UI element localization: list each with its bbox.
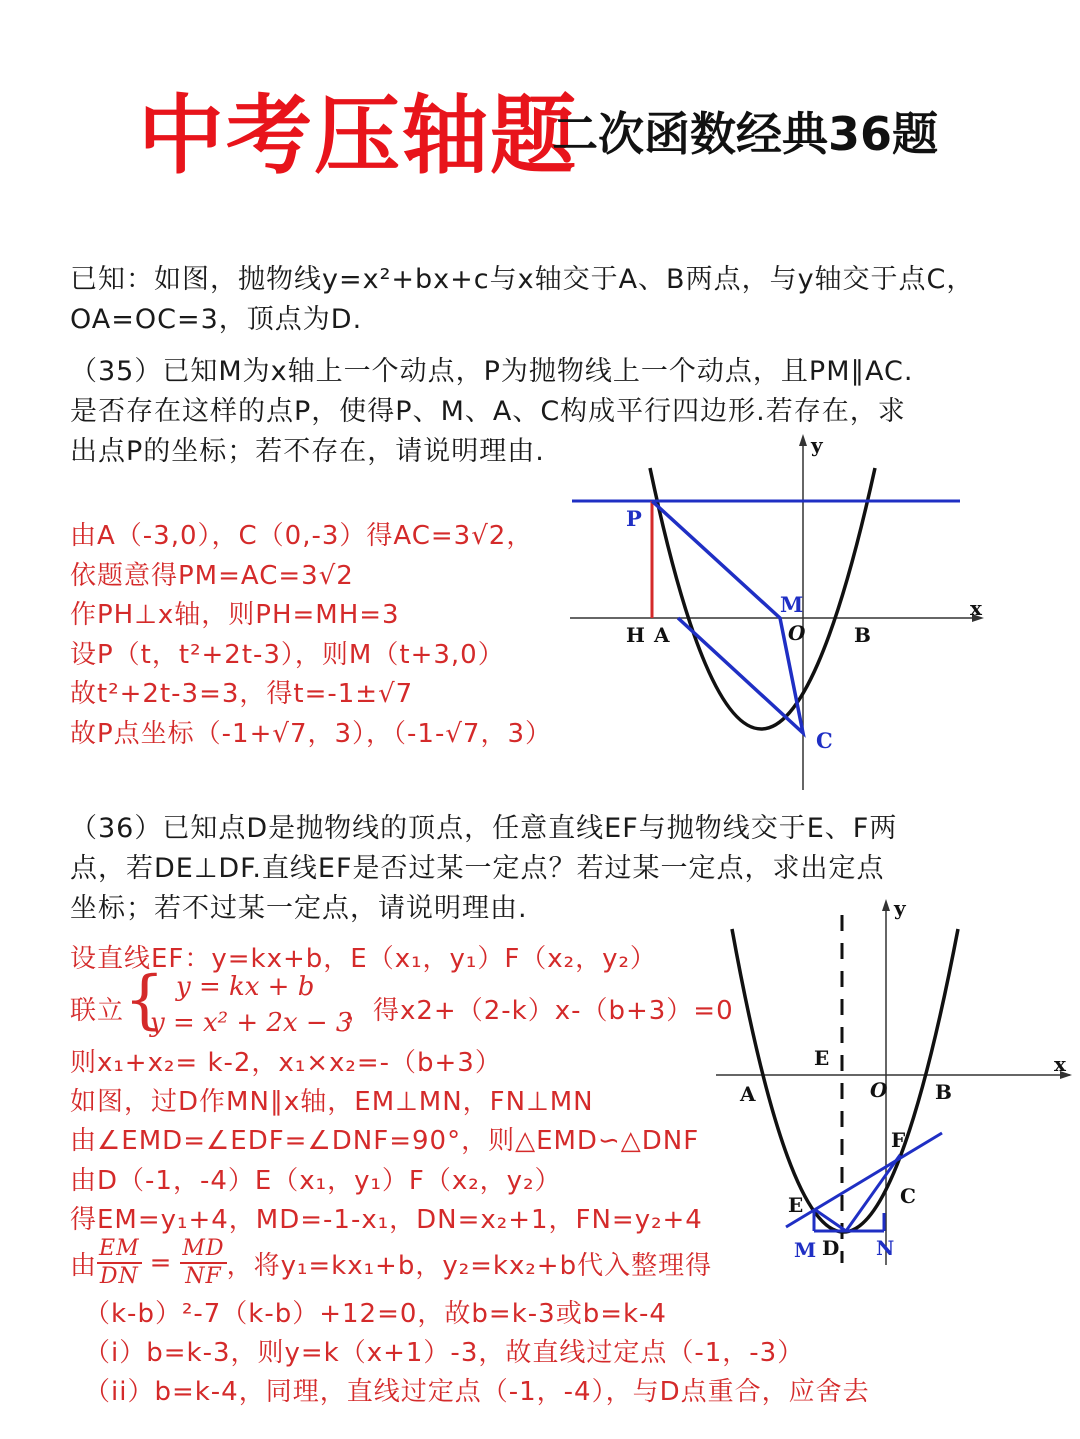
q36-label-N: N — [876, 1236, 895, 1260]
intro-line-2: OA=OC=3，顶点为D. — [70, 304, 363, 335]
q35-parabola — [650, 468, 875, 729]
q36-solution-line-1: 设直线EF：y=kx+b，E（x₁，y₁）F（x₂，y₂） — [70, 944, 657, 974]
intro-line-1: 已知：如图，抛物线y=x²+bx+c与x轴交于A、B两点，与y轴交于点C， — [70, 264, 975, 295]
q36-question-line-3: 坐标；若不过某一定点，请说明理由. — [70, 893, 528, 924]
q36-solution-line-3: 则x₁+x₂= k-2，x₁×x₂=-（b+3） — [70, 1048, 502, 1078]
title-main: 中考压轴题 — [138, 86, 578, 186]
q36-system-label: 联立 — [70, 996, 125, 1026]
q36-solution-line-4: 如图，过D作MN∥x轴，EM⊥MN，FN⊥MN — [70, 1087, 594, 1117]
q36-label-E: E — [788, 1193, 804, 1217]
q36-y-axis-arrow — [882, 899, 890, 911]
q36-figure — [710, 895, 1075, 1270]
q36-frac-suffix: ，将y₁=kx₁+b，y₂=kx₂+b代入整理得 — [226, 1250, 713, 1281]
q35-question-line-3: 出点P的坐标；若不存在，请说明理由. — [70, 436, 545, 467]
q35-solution-line-4: 设P（t，t²+2t-3），则M（t+3,0） — [70, 640, 505, 670]
q36-frac-prefix: 由 — [70, 1250, 98, 1281]
q36-label-C: C — [900, 1184, 916, 1208]
q36-label-D: D — [822, 1236, 840, 1260]
q35-label-B: B — [854, 623, 871, 647]
q35-y-axis-arrow — [799, 434, 807, 446]
q35-label-H: H — [626, 623, 645, 647]
q36-line-EF — [786, 1133, 942, 1227]
q36-label-B: B — [935, 1080, 952, 1104]
q35-label-A: A — [654, 623, 670, 647]
q35-label-O: O — [788, 621, 806, 645]
q36-label-F: F — [891, 1128, 906, 1152]
q36-label-A: A — [740, 1082, 756, 1106]
q36-label-E-axis: E — [814, 1046, 830, 1070]
q35-solution-line-6: 故P点坐标（-1+√7，3），（-1-√7，3） — [70, 719, 552, 749]
q35-label-y: y — [811, 433, 823, 457]
q36-segment-DF — [846, 1155, 900, 1231]
q36-solution-line-11: （ii）b=k-4，同理，直线过定点（-1，-4），与D点重合，应舍去 — [84, 1377, 870, 1407]
q35-figure — [560, 430, 980, 800]
q36-frac-2-den: NF — [185, 1264, 222, 1289]
q36-question-line-2: 点，若DE⊥DF.直线EF是否过某一定点？若过某一定点，求出定点 — [70, 853, 885, 884]
q35-solution-line-5: 故t²+2t-3=3，得t=-1±√7 — [70, 679, 414, 709]
q36-frac-2-num: MD — [180, 1238, 226, 1264]
q36-label-y: y — [894, 896, 906, 920]
q36-question-line-1: （36）已知点D是抛物线的顶点，任意直线EF与抛物线交于E、F两 — [70, 813, 898, 844]
q36-frac-1-num: EM — [97, 1238, 142, 1264]
q36-frac-2 — [180, 1238, 226, 1288]
q35-label-C: C — [816, 728, 833, 753]
q36-frac-1 — [97, 1238, 142, 1288]
q36-solution-line-5: 由∠EMD=∠EDF=∠DNF=90°，则△EMD∽△DNF — [70, 1126, 700, 1156]
q36-solution-line-6: 由D（-1，-4）E（x₁，y₁）F（x₂，y₂） — [70, 1166, 562, 1196]
q36-system-result: ，得x2+（2-k）x-（b+3）=0 — [346, 996, 734, 1026]
q35-solution-line-3: 作PH⊥x轴，则PH=MH=3 — [70, 600, 400, 630]
q36-label-O: O — [870, 1078, 888, 1102]
q35-label-P: P — [626, 506, 642, 531]
q36-parabola — [732, 929, 958, 1232]
q36-system-eq2: y = x² + 2x − 3 — [150, 1008, 353, 1038]
q35-label-M: M — [780, 592, 804, 617]
q36-label-x: x — [1054, 1052, 1066, 1076]
q36-fraction-line — [70, 1238, 712, 1288]
title-sub: 二次函数经典36题 — [552, 107, 939, 161]
q35-solution-line-2: 依题意得PM=AC=3√2 — [70, 561, 354, 591]
q36-system-brace: { — [124, 963, 165, 1037]
q35-question-line-2: 是否存在这样的点P，使得P、M、A、C构成平行四边形.若存在，求 — [70, 396, 906, 427]
q36-label-M: M — [794, 1238, 817, 1262]
q35-parallelogram — [652, 501, 803, 733]
q36-solution-line-7: 得EM=y₁+4，MD=-1-x₁，DN=x₂+1，FN=y₂+4 — [70, 1205, 703, 1235]
q36-frac-eq: = — [149, 1248, 173, 1278]
q36-solution-line-10: （i）b=k-3，则y=k（x+1）-3，故直线过定点（-1，-3） — [84, 1338, 805, 1368]
q36-solution-line-9: （k-b）²-7（k-b）+12=0，故b=k-3或b=k-4 — [84, 1299, 667, 1329]
q35-label-x: x — [970, 596, 982, 620]
q36-system-eq1: y = kx + b — [176, 972, 315, 1002]
q36-frac-1-den: DN — [99, 1264, 139, 1289]
q35-question-line-1: （35）已知M为x轴上一个动点，P为抛物线上一个动点，且PM∥AC. — [70, 356, 914, 387]
q35-solution-line-1: 由A（-3,0），C（0,-3）得AC=3√2， — [70, 521, 534, 551]
